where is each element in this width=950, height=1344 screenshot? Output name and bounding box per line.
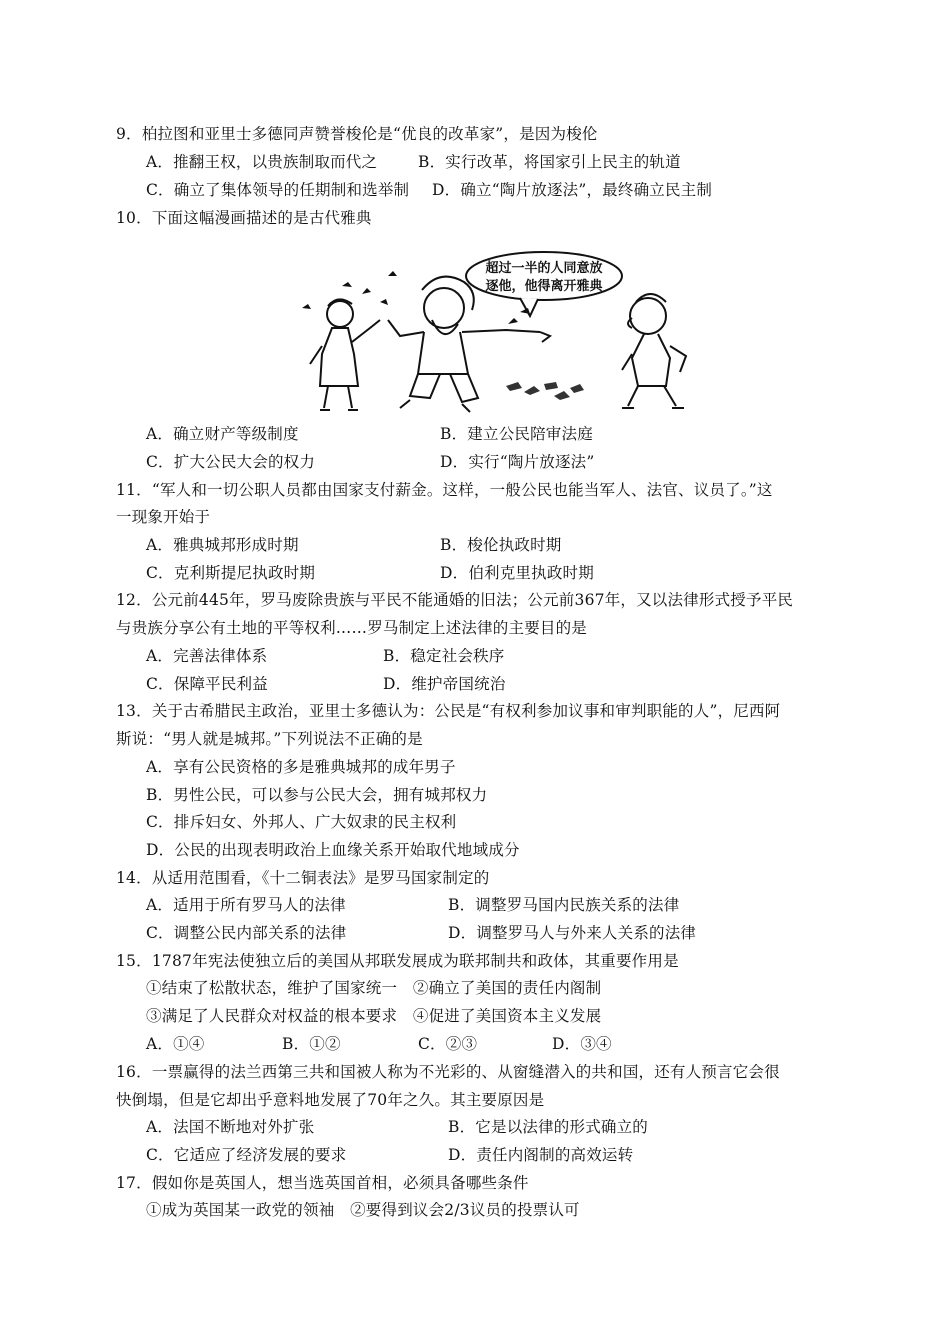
q14-option-d: D．调整罗马人与外来人关系的法律 xyxy=(448,924,697,942)
q10-option-b: B．建立公民陪审法庭 xyxy=(440,425,593,443)
q16-option-b: B．它是以法律的形式确立的 xyxy=(448,1118,648,1136)
question-9-stem: 9．柏拉图和亚里士多德同声赞誉梭伦是“优良的改革家”，是因为梭伦 xyxy=(116,125,598,143)
q12-option-d: D．维护帝国统治 xyxy=(383,675,506,693)
question-15-stem: 15．1787年宪法使独立后的美国从邦联发展成为联邦制共和政体，其重要作用是 xyxy=(116,952,679,970)
ostracism-cartoon xyxy=(292,246,712,416)
question-11-stem-line2: 一现象开始于 xyxy=(116,508,211,526)
q15-option-c: C．②③ xyxy=(418,1035,478,1053)
q12-option-c: C．保障平民利益 xyxy=(146,675,268,693)
q13-option-b: B．男性公民，可以参与公民大会，拥有城邦权力 xyxy=(146,786,488,804)
q14-option-b: B．调整罗马国内民族关系的法律 xyxy=(448,896,680,914)
q14-option-a: A．适用于所有罗马人的法律 xyxy=(146,896,346,914)
question-13-stem-line1: 13．关于古希腊民主政治，亚里士多德认为：公民是“有权利参加议事和审判职能的人”，尼西阿 xyxy=(116,702,781,720)
q11-option-c: C．克利斯提尼执政时期 xyxy=(146,564,316,582)
question-16-stem-line2: 快倒塌，但是它却出乎意料地发展了70年之久。其主要原因是 xyxy=(116,1091,545,1109)
q16-option-a: A．法国不断地对外扩张 xyxy=(146,1118,315,1136)
question-16-stem-line1: 16．一票赢得的法兰西第三共和国被人称为不光彩的、从窗缝潜入的共和国，还有人预言它会很 xyxy=(116,1063,780,1081)
q13-option-d: D．公民的出现表明政治上血缘关系开始取代地域成分 xyxy=(146,841,520,859)
question-12-stem-line2: 与贵族分享公有土地的平等权利……罗马制定上述法律的主要目的是 xyxy=(116,619,588,637)
question-14-stem: 14．从适用范围看，《十二铜表法》是罗马国家制定的 xyxy=(116,869,490,887)
q12-option-b: B．稳定社会秩序 xyxy=(383,647,505,665)
q10-option-a: A．确立财产等级制度 xyxy=(146,425,299,443)
question-13-stem-line2: 斯说：“男人就是城邦。”下列说法不正确的是 xyxy=(116,730,423,748)
q15-items-line2: ③满足了人民群众对权益的根本要求 ④促进了美国资本主义发展 xyxy=(146,1007,602,1025)
q9-option-b: B．实行改革，将国家引上民主的轨道 xyxy=(418,153,681,171)
q9-option-a: A．推翻王权，以贵族制取而代之 xyxy=(146,153,378,171)
cartoon-bubble-line1: 超过一半的人同意放 xyxy=(485,261,603,276)
q10-option-d: D．实行“陶片放逐法” xyxy=(440,453,595,471)
q14-option-c: C．调整公民内部关系的法律 xyxy=(146,924,347,942)
q15-items-line1: ①结束了松散状态，维护了国家统一 ②确立了美国的责任内阁制 xyxy=(146,979,602,997)
q11-option-b: B．梭伦执政时期 xyxy=(440,536,562,554)
q11-option-d: D．伯利克里执政时期 xyxy=(440,564,594,582)
ostracised-man-figure xyxy=(622,294,686,408)
q11-option-a: A．雅典城邦形成时期 xyxy=(146,536,299,554)
question-17-stem: 17．假如你是英国人，想当选英国首相，必须具备哪些条件 xyxy=(116,1174,529,1192)
q15-option-d: D．③④ xyxy=(552,1035,612,1053)
q9-option-d: D．确立“陶片放逐法”，最终确立民主制 xyxy=(432,181,713,199)
question-10-stem: 10．下面这幅漫画描述的是古代雅典 xyxy=(116,209,372,227)
cartoon-bubble-line2: 逐他，他得离开雅典 xyxy=(485,279,603,294)
q10-option-c: C．扩大公民大会的权力 xyxy=(146,453,316,471)
q13-option-a: A．享有公民资格的多是雅典城邦的成年男子 xyxy=(146,758,456,776)
q12-option-a: A．完善法律体系 xyxy=(146,647,268,665)
question-12-stem-line1: 12．公元前445年，罗马废除贵族与平民不能通婚的旧法；公元前367年，又以法律形式授予平民 xyxy=(116,591,794,609)
q13-option-c: C．排斥妇女、外邦人、广大奴隶的民主权利 xyxy=(146,813,457,831)
q17-items-line1: ①成为英国某一政党的领袖 ②要得到议会2/3议员的投票认可 xyxy=(146,1201,580,1219)
ground-shards-icon xyxy=(506,382,584,400)
q16-option-d: D．责任内阁制的高效运转 xyxy=(448,1146,634,1164)
q15-option-b: B．①② xyxy=(282,1035,341,1053)
left-citizen-figure xyxy=(310,299,380,410)
q15-option-a: A．①④ xyxy=(146,1035,205,1053)
q16-option-c: C．它适应了经济发展的要求 xyxy=(146,1146,347,1164)
question-11-stem-line1: 11．“军人和一切公职人员都由国家支付薪金。这样，一般公民也能当军人、法官、议员了。”这 xyxy=(116,481,773,499)
q9-option-c: C．确立了集体领导的任期制和选举制 xyxy=(146,181,410,199)
